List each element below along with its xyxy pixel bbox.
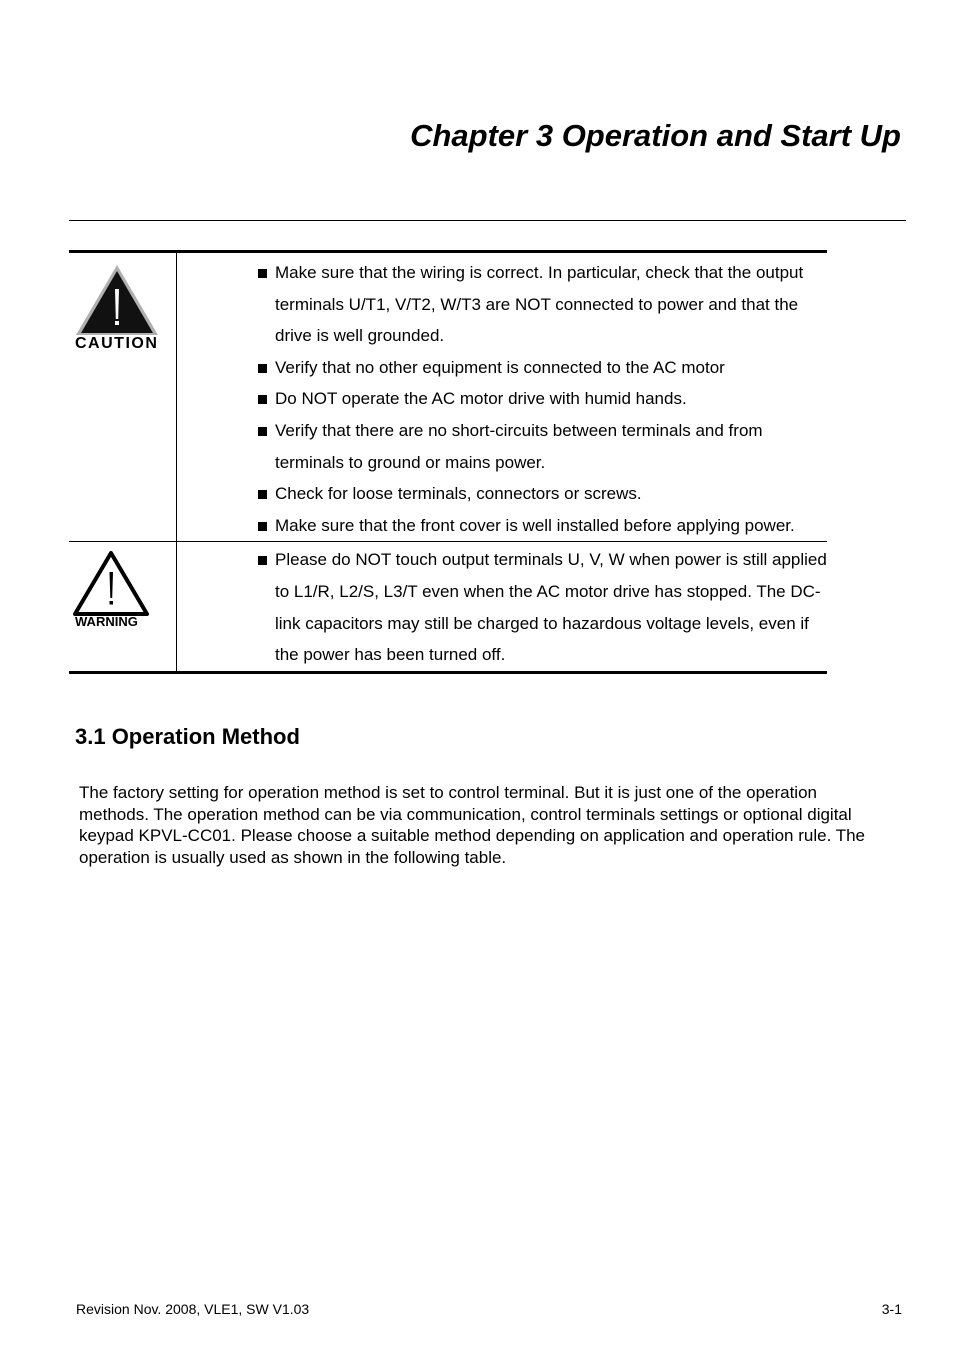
- warning-list: [177, 542, 827, 670]
- warning-label: WARNING: [75, 614, 138, 630]
- bullet-square-icon: [258, 522, 267, 531]
- list-item: Make sure that the wiring is correct. In particular, check that the output terminals U/T1, V/T2, W/T3 are NOT connected to power and that the drive is well grounded.: [249, 257, 827, 352]
- warning-bullets-cell: [177, 542, 828, 672]
- section-body: The factory setting for operation method is set to control terminal. But it is just one of the operation methods. The operation method can be via communication, control terminals settings or optional digital keypad KPVL-CC01. Please choose a suitable method depending on application and operation rule. The operation is usually used as shown in the following table.: [79, 783, 866, 867]
- bullet-square-icon: [258, 427, 267, 436]
- caution-row: [69, 252, 827, 542]
- list-item: Verify that there are no short-circuits between terminals and from terminals to ground or mains power.: [249, 415, 827, 478]
- list-item: Make sure that the front cover is well installed before applying power.: [249, 510, 827, 542]
- caution-list: [177, 253, 827, 541]
- list-item: Check for loose terminals, connectors or screws.: [249, 478, 827, 510]
- warning-triangle-icon: [73, 550, 153, 620]
- warning-row: [69, 542, 827, 672]
- caution-bullets-cell: [177, 252, 828, 542]
- title-divider: [69, 220, 906, 221]
- safety-notice-table: [69, 250, 827, 674]
- warning-icon-cell: [69, 542, 177, 672]
- caution-label: CAUTION: [75, 335, 159, 352]
- list-item: Do NOT operate the AC motor drive with humid hands.: [249, 383, 827, 415]
- bullet-square-icon: [258, 556, 267, 565]
- section-heading: 3.1 Operation Method: [75, 724, 300, 749]
- chapter-title: Chapter 3 Operation and Start Up: [410, 118, 901, 153]
- bullet-square-icon: [258, 395, 267, 404]
- bullet-square-icon: [258, 269, 267, 278]
- bullet-square-icon: [258, 364, 267, 373]
- footer-page-number: 3-1: [881, 1301, 902, 1317]
- footer-revision: Revision Nov. 2008, VLE1, SW V1.03: [76, 1301, 310, 1317]
- caution-triangle-icon: [74, 263, 164, 345]
- bullet-square-icon: [258, 490, 267, 499]
- list-item: Verify that no other equipment is connected to the AC motor: [249, 352, 827, 384]
- list-item: Please do NOT touch output terminals U, V, W when power is still applied to L1/R, L2/S, L3/T even when the AC motor drive has stopped. The DC-link capacitors may still be charged to hazardous voltage levels, even if the power has been turned off.: [249, 544, 827, 670]
- caution-icon-cell: [69, 252, 177, 542]
